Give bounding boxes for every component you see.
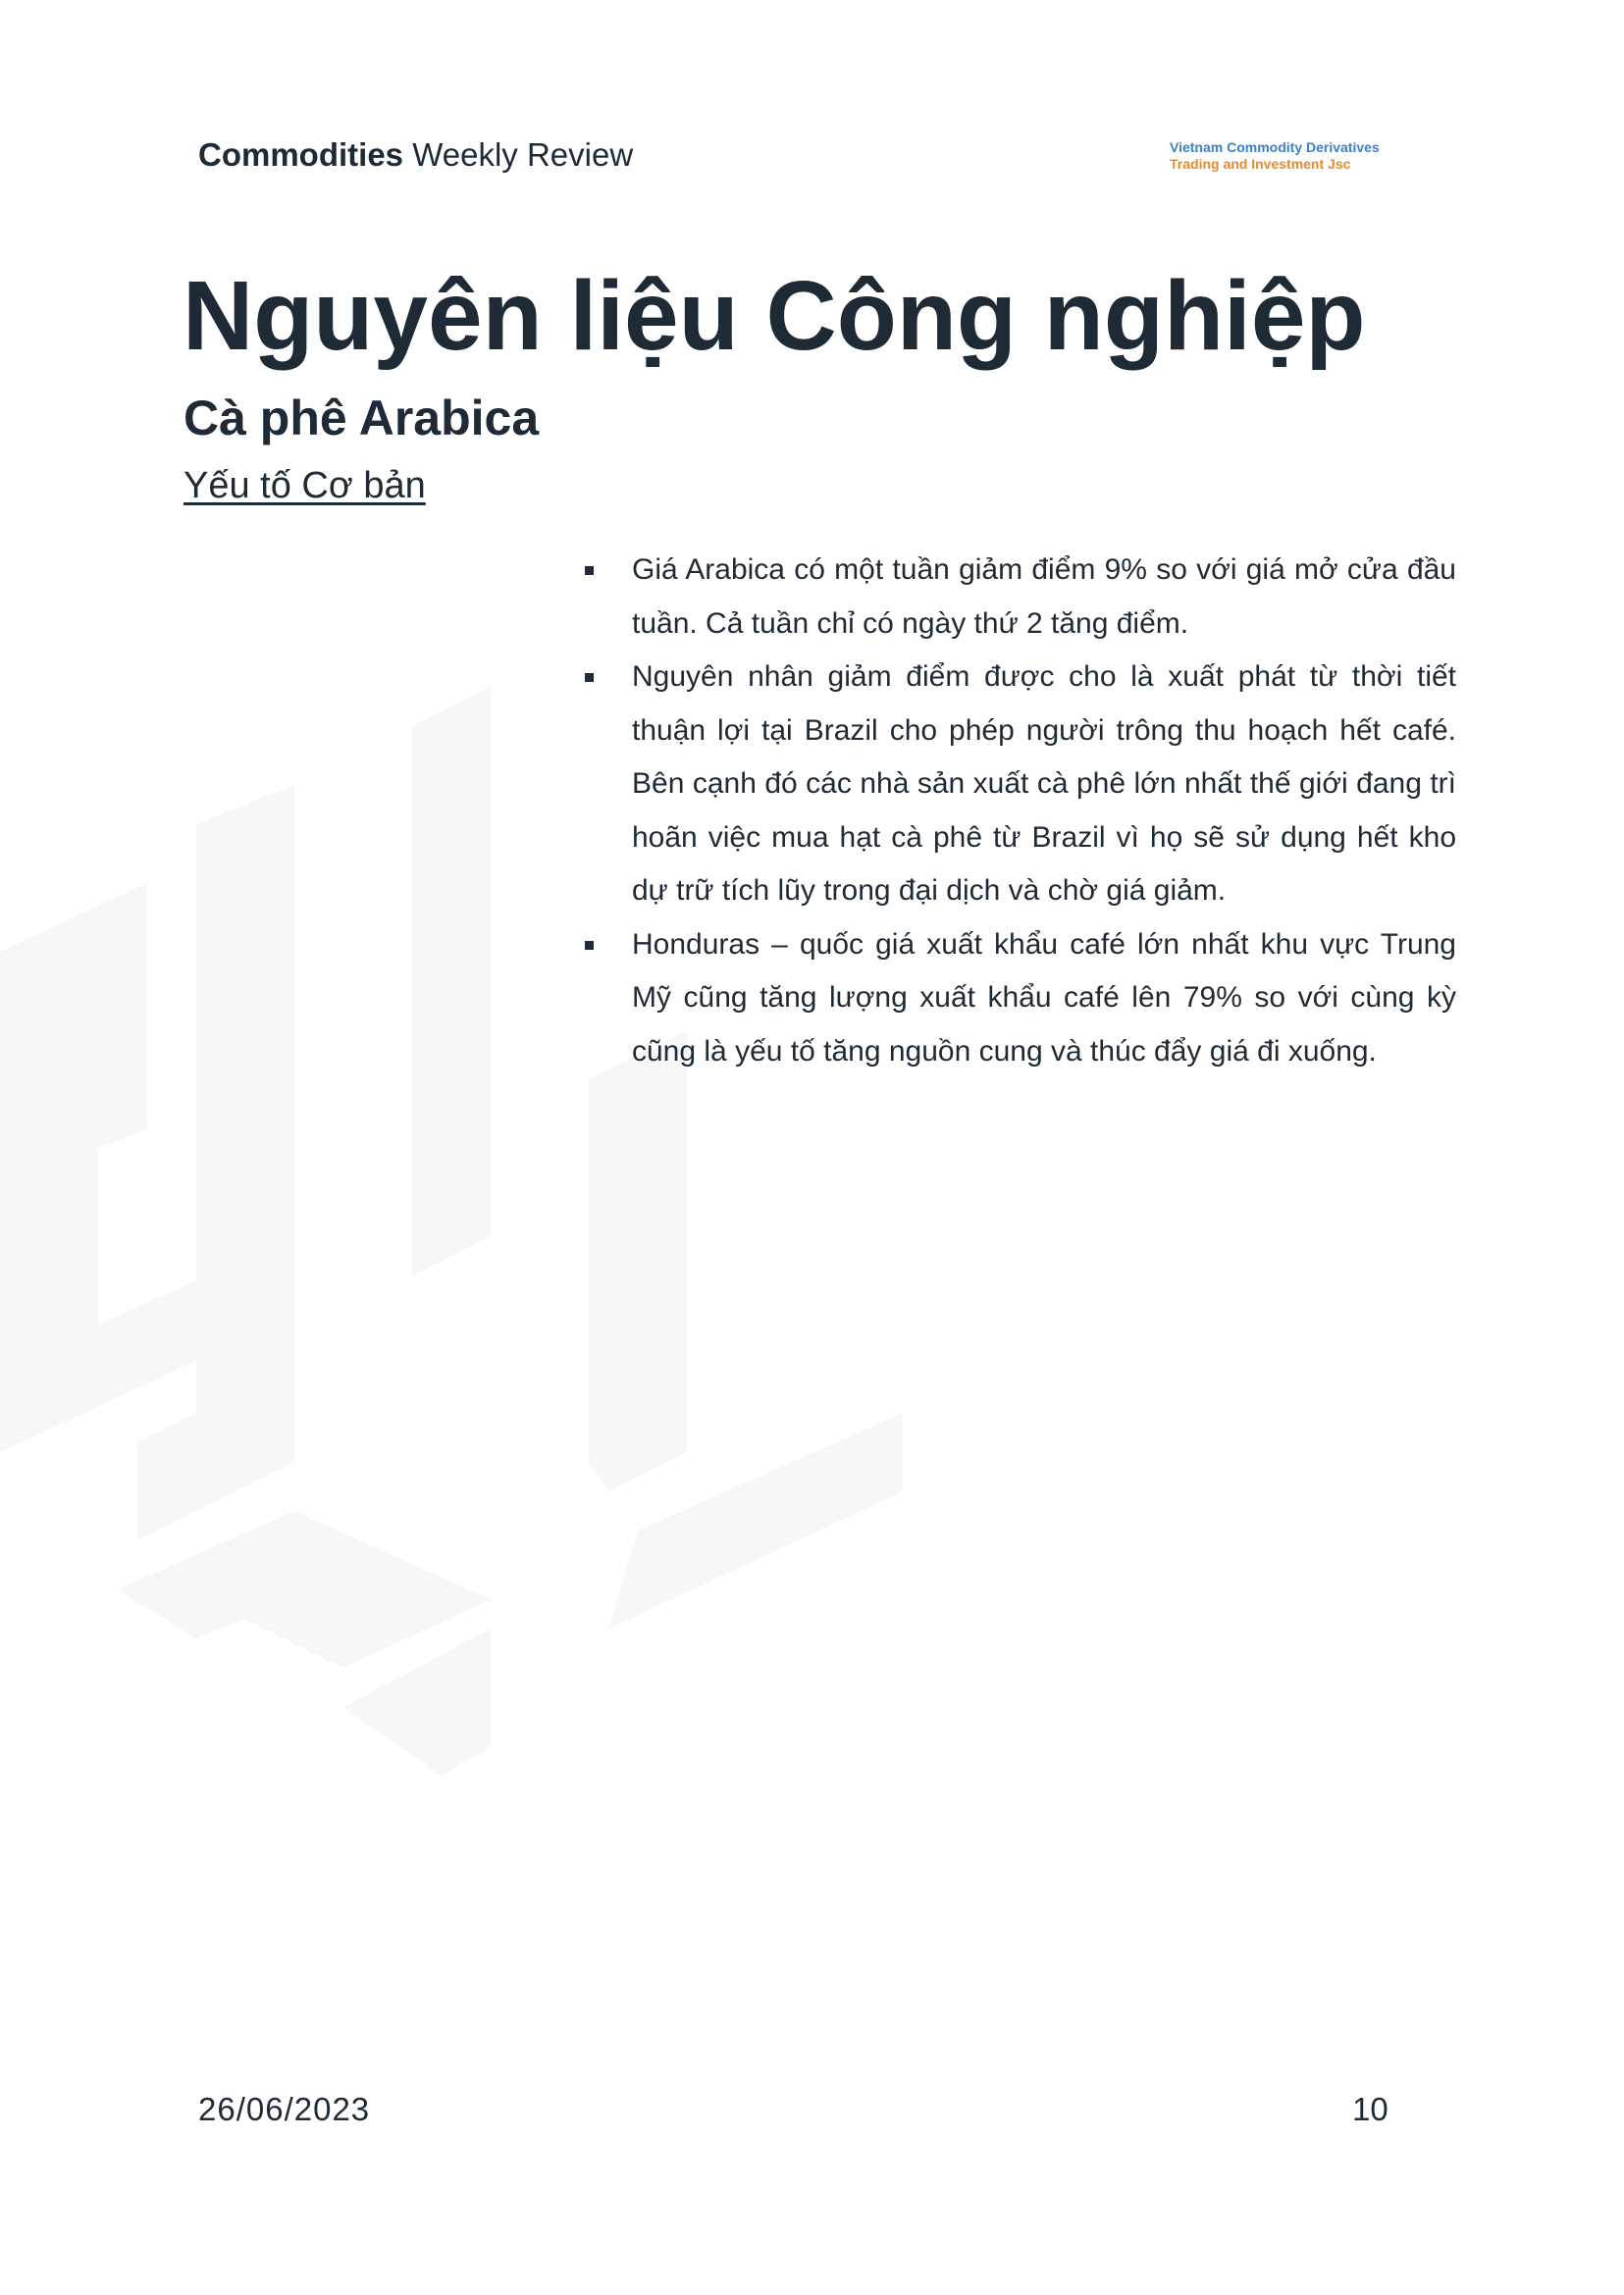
bullet-item bbox=[581, 544, 1456, 651]
bullet-text: Honduras – quốc giá xuất khẩu café lớn nhất khu vực Trung Mỹ cũng tăng lượng xuất khẩu café lên 79% so với cùng kỳ cũng là yếu tố tăng nguồn cung và thúc đẩy giá đi xuống. bbox=[632, 927, 1456, 1068]
report-header-bold: Commodities bbox=[198, 136, 404, 173]
logo-line-2: Trading and Investment Jsc bbox=[1170, 156, 1351, 172]
page-number: 10 bbox=[1352, 2091, 1388, 2127]
footer-date: 26/06/2023 bbox=[198, 2091, 371, 2127]
logo-line-1: Vietnam Commodity Derivatives bbox=[1170, 139, 1380, 155]
bullet-text: Giá Arabica có một tuần giảm điểm 9% so với giá mở cửa đầu tuần. Cả tuần chỉ có ngày thứ 2 tăng điểm. bbox=[632, 553, 1456, 640]
page-title: Nguyên liệu Công nghiệp bbox=[183, 261, 1366, 371]
report-header-rest: Weekly Review bbox=[403, 136, 634, 173]
bullet-item bbox=[581, 651, 1456, 918]
bullet-square-icon bbox=[585, 941, 594, 950]
bullet-square-icon bbox=[585, 566, 594, 575]
fundamentals-bullet-list bbox=[581, 544, 1456, 1078]
report-header bbox=[198, 135, 633, 175]
bullet-text: Nguyên nhân giảm điểm được cho là xuất phát từ thời tiết thuận lợi tại Brazil cho phép người trông thu hoạch hết café. Bên cạnh đó các nhà sản xuất cà phê lớn nhất thế giới đang trì hoãn việc mua hạt cà phê từ Brazil vì họ sẽ sử dụng hết kho dự trữ tích lũy trong đại dịch và chờ giá giảm. bbox=[632, 660, 1456, 907]
bullet-square-icon bbox=[585, 673, 594, 682]
company-logo bbox=[1170, 139, 1380, 173]
bullet-item bbox=[581, 918, 1456, 1079]
section-heading: Yếu tố Cơ bản bbox=[183, 465, 426, 506]
page-subtitle: Cà phê Arabica bbox=[183, 391, 540, 445]
